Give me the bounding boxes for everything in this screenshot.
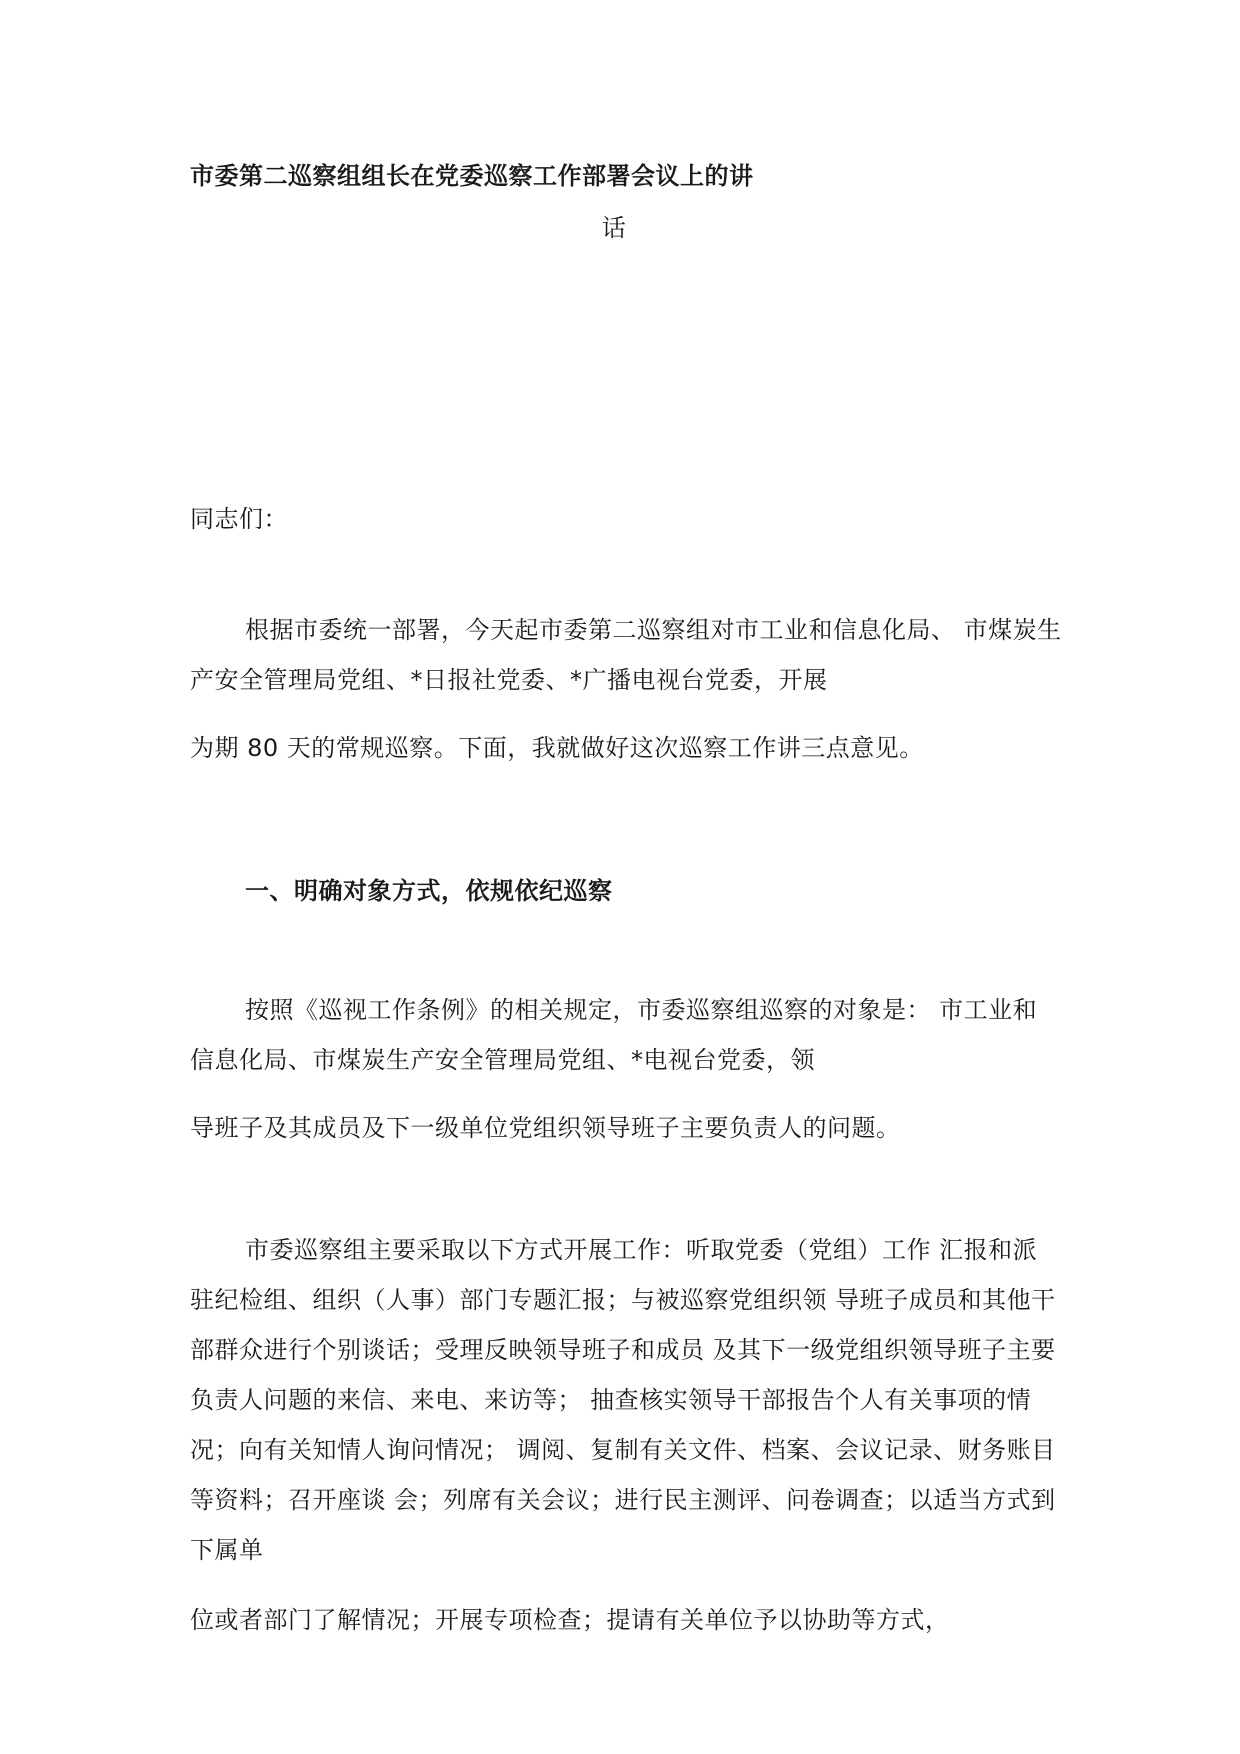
paragraph-3-line-5: 况；向有关知情人询问情况； 调阅、复制有关文件、档案、会议记录、财务账目 [190, 1436, 1056, 1464]
document-title: 市委第二巡察组组长在党委巡察工作部署会议上的讲 [190, 162, 754, 190]
document-title-continuation: 话 [601, 214, 627, 242]
paragraph-2-line-1: 按照《巡视工作条例》的相关规定，市委巡察组巡察的对象是： 市工业和 [245, 996, 1038, 1024]
salutation: 同志们： [190, 505, 288, 533]
paragraph-2-line-3: 导班子及其成员及下一级单位党组织领导班子主要负责人的问题。 [190, 1114, 901, 1142]
paragraph-1-line-1: 根据市委统一部署，今天起市委第二巡察组对市工业和信息化局、 市煤炭生 [245, 616, 1062, 644]
paragraph-2-line-2: 信息化局、市煤炭生产安全管理局党组、*电视台党委，领 [190, 1046, 815, 1074]
section-heading-1: 一、明确对象方式，依规依纪巡察 [245, 877, 613, 905]
paragraph-1-line-2: 产安全管理局党组、*日报社党委、*广播电视台党委，开展 [190, 666, 828, 694]
paragraph-3-line-6: 等资料；召开座谈 会；列席有关会议；进行民主测评、问卷调查；以适当方式到 [190, 1486, 1056, 1514]
paragraph-3-line-3: 部群众进行个别谈话；受理反映领导班子和成员 及其下一级党组织领导班子主要 [190, 1336, 1056, 1364]
paragraph-3-line-7: 下属单 [190, 1536, 264, 1564]
paragraph-3-line-8: 位或者部门了解情况；开展专项检查；提请有关单位予以协助等方式， [190, 1606, 950, 1634]
paragraph-3-line-1: 市委巡察组主要采取以下方式开展工作：听取党委（党组）工作 汇报和派 [245, 1236, 1038, 1264]
paragraph-1-line-3: 为期 80 天的常规巡察。下面，我就做好这次巡察工作讲三点意见。 [190, 734, 924, 762]
paragraph-3-line-2: 驻纪检组、组织（人事）部门专题汇报；与被巡察党组织领 导班子成员和其他干 [190, 1286, 1056, 1314]
paragraph-3-line-4: 负责人问题的来信、来电、来访等； 抽查核实领导干部报告个人有关事项的情 [190, 1386, 1032, 1414]
